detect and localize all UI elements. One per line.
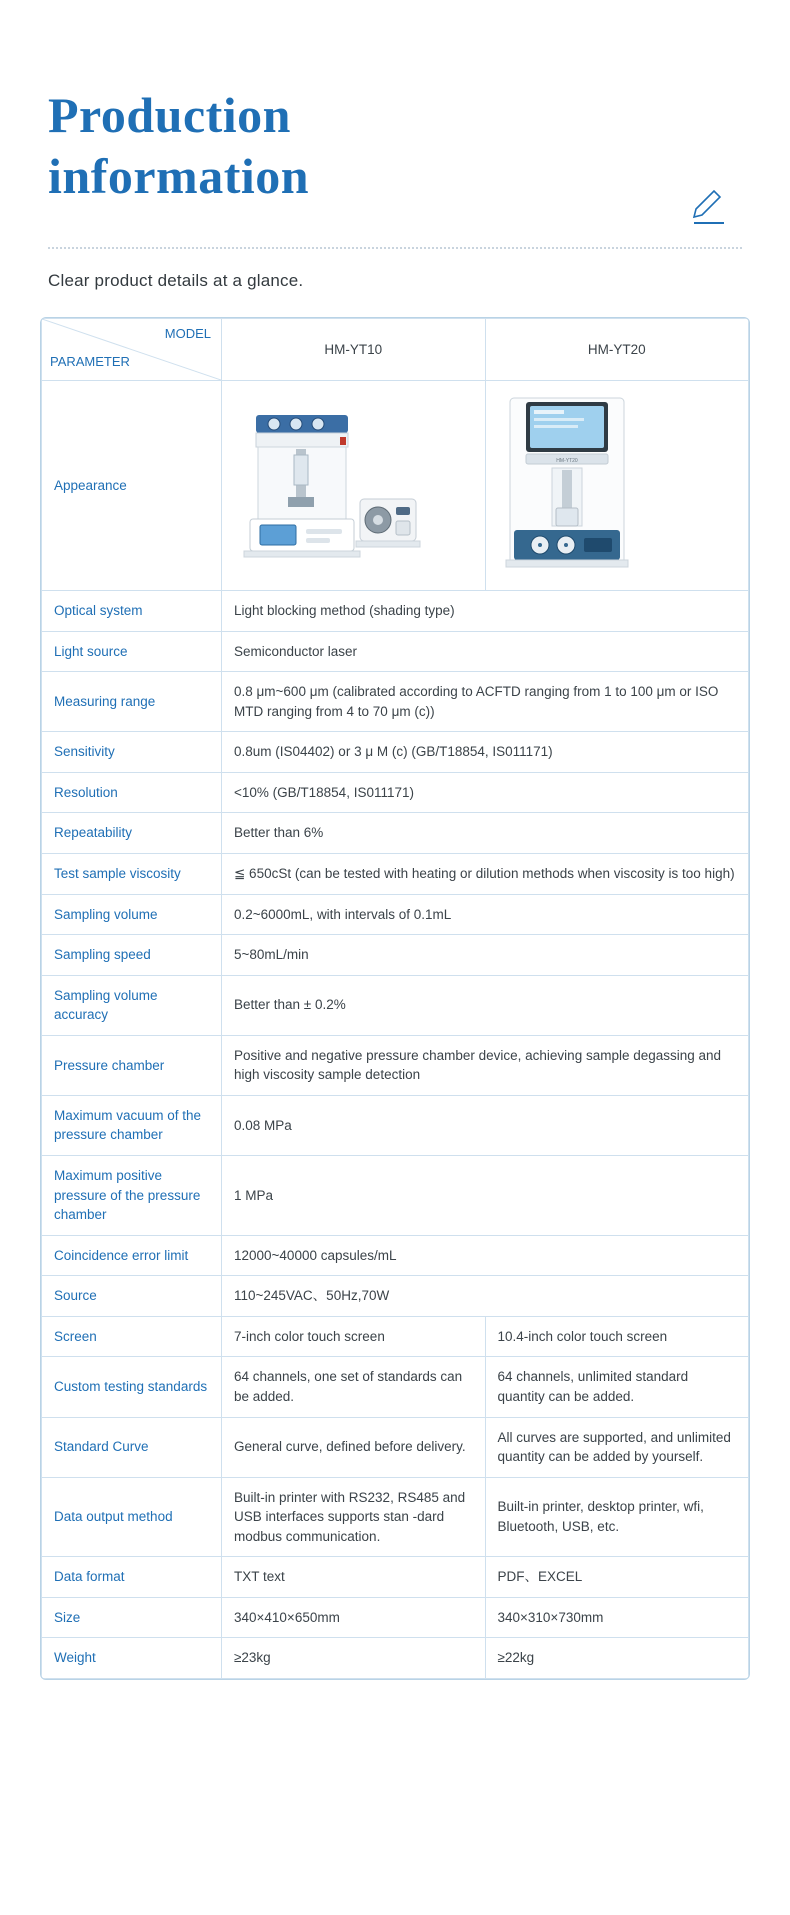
row-label: Maximum positive pressure of the pressure chamber bbox=[42, 1156, 222, 1236]
page-header bbox=[0, 0, 790, 207]
row-label: Test sample viscosity bbox=[42, 853, 222, 894]
spec-table-container bbox=[40, 317, 750, 1680]
row-value: 0.08 MPa bbox=[222, 1095, 749, 1155]
table-row bbox=[42, 772, 749, 813]
row-label: Source bbox=[42, 1276, 222, 1317]
row-value: 0.8um (IS04402) or 3 μ M (c) (GB/T18854, IS011171) bbox=[222, 732, 749, 773]
row-label: Measuring range bbox=[42, 672, 222, 732]
appearance-label: Appearance bbox=[42, 381, 222, 591]
row-value-yt20: 10.4-inch color touch screen bbox=[485, 1316, 749, 1357]
table-row bbox=[42, 591, 749, 632]
table-row bbox=[42, 1276, 749, 1317]
row-value-yt10: ≥23kg bbox=[222, 1638, 486, 1679]
row-label: Coincidence error limit bbox=[42, 1235, 222, 1276]
header-divider bbox=[48, 247, 742, 249]
row-label: Custom testing standards bbox=[42, 1357, 222, 1417]
row-value: 110~245VAC、50Hz,70W bbox=[222, 1276, 749, 1317]
row-value-yt20: 340×310×730mm bbox=[485, 1597, 749, 1638]
table-row bbox=[42, 1477, 749, 1557]
table-row bbox=[42, 1156, 749, 1236]
table-row bbox=[42, 672, 749, 732]
table-row bbox=[42, 935, 749, 976]
table-row bbox=[42, 1557, 749, 1598]
device-photo-yt20-icon bbox=[492, 390, 642, 575]
row-value: <10% (GB/T18854, IS011171) bbox=[222, 772, 749, 813]
pen-underline-icon bbox=[688, 185, 730, 227]
table-row bbox=[42, 894, 749, 935]
row-value: Light blocking method (shading type) bbox=[222, 591, 749, 632]
row-value: Semiconductor laser bbox=[222, 631, 749, 672]
row-label: Size bbox=[42, 1597, 222, 1638]
row-label: Pressure chamber bbox=[42, 1035, 222, 1095]
table-row bbox=[42, 1095, 749, 1155]
row-label: Resolution bbox=[42, 772, 222, 813]
row-value-yt20: 64 channels, unlimited standard quantity can be added. bbox=[485, 1357, 749, 1417]
table-row bbox=[42, 853, 749, 894]
appearance-image-yt10 bbox=[222, 381, 486, 591]
table-row bbox=[42, 631, 749, 672]
table-row bbox=[42, 1235, 749, 1276]
table-header-row bbox=[42, 319, 749, 381]
table-row bbox=[42, 1597, 749, 1638]
row-value-yt20: Built-in printer, desktop printer, wfi, Bluetooth, USB, etc. bbox=[485, 1477, 749, 1557]
row-value-yt10: 340×410×650mm bbox=[222, 1597, 486, 1638]
row-value-yt20: ≥22kg bbox=[485, 1638, 749, 1679]
parameter-axis-label: PARAMETER bbox=[50, 354, 130, 370]
table-row bbox=[42, 975, 749, 1035]
row-value: ≦ 650cSt (can be tested with heating or dilution methods when viscosity is too high) bbox=[222, 853, 749, 894]
device-photo-yt10-icon bbox=[228, 393, 428, 573]
row-value-yt10: TXT text bbox=[222, 1557, 486, 1598]
table-row bbox=[42, 1316, 749, 1357]
row-value-yt20: All curves are supported, and unlimited quantity can be added by yourself. bbox=[485, 1417, 749, 1477]
row-label: Weight bbox=[42, 1638, 222, 1679]
page-title-line-2: information bbox=[48, 148, 310, 204]
model-header-yt10: HM-YT10 bbox=[222, 319, 486, 381]
row-label: Maximum vacuum of the pressure chamber bbox=[42, 1095, 222, 1155]
row-label: Data format bbox=[42, 1557, 222, 1598]
model-header-yt20: HM-YT20 bbox=[485, 319, 749, 381]
row-label: Sensitivity bbox=[42, 732, 222, 773]
row-value: 5~80mL/min bbox=[222, 935, 749, 976]
page-title bbox=[48, 85, 568, 207]
row-value: Better than ± 0.2% bbox=[222, 975, 749, 1035]
corner-header-cell bbox=[42, 319, 222, 381]
row-value-yt10: Built-in printer with RS232, RS485 and USB interfaces supports stan -dard modbus communication. bbox=[222, 1477, 486, 1557]
page-subtitle: Clear product details at a glance. bbox=[48, 271, 304, 290]
row-value: Better than 6% bbox=[222, 813, 749, 854]
row-label: Light source bbox=[42, 631, 222, 672]
row-label: Optical system bbox=[42, 591, 222, 632]
row-label: Repeatability bbox=[42, 813, 222, 854]
table-row bbox=[42, 1035, 749, 1095]
row-value: 1 MPa bbox=[222, 1156, 749, 1236]
row-value-yt10: 64 channels, one set of standards can be added. bbox=[222, 1357, 486, 1417]
row-value: 0.2~6000mL, with intervals of 0.1mL bbox=[222, 894, 749, 935]
appearance-row bbox=[42, 381, 749, 591]
table-row bbox=[42, 1357, 749, 1417]
table-row bbox=[42, 732, 749, 773]
row-value-yt10: 7-inch color touch screen bbox=[222, 1316, 486, 1357]
spec-table bbox=[41, 318, 749, 1679]
row-label: Sampling volume accuracy bbox=[42, 975, 222, 1035]
model-axis-label: MODEL bbox=[164, 326, 211, 341]
table-row bbox=[42, 1638, 749, 1679]
row-label: Standard Curve bbox=[42, 1417, 222, 1477]
table-row bbox=[42, 1417, 749, 1477]
table-row bbox=[42, 813, 749, 854]
row-label: Sampling speed bbox=[42, 935, 222, 976]
page-title-line-1: Production bbox=[48, 87, 291, 143]
row-value: 12000~40000 capsules/mL bbox=[222, 1235, 749, 1276]
row-label: Sampling volume bbox=[42, 894, 222, 935]
row-label: Screen bbox=[42, 1316, 222, 1357]
row-value: Positive and negative pressure chamber device, achieving sample degassing and high viscosity sample detection bbox=[222, 1035, 749, 1095]
row-value-yt20: PDF、EXCEL bbox=[485, 1557, 749, 1598]
row-value-yt10: General curve, defined before delivery. bbox=[222, 1417, 486, 1477]
svg-text:HM-YT20: HM-YT20 bbox=[555, 458, 578, 465]
row-label: Data output method bbox=[42, 1477, 222, 1557]
row-value: 0.8 μm~600 μm (calibrated according to ACFTD ranging from 1 to 100 μm or ISO MTD ranging from 4 to 70 μm (c)) bbox=[222, 672, 749, 732]
appearance-image-yt20 bbox=[485, 381, 749, 591]
